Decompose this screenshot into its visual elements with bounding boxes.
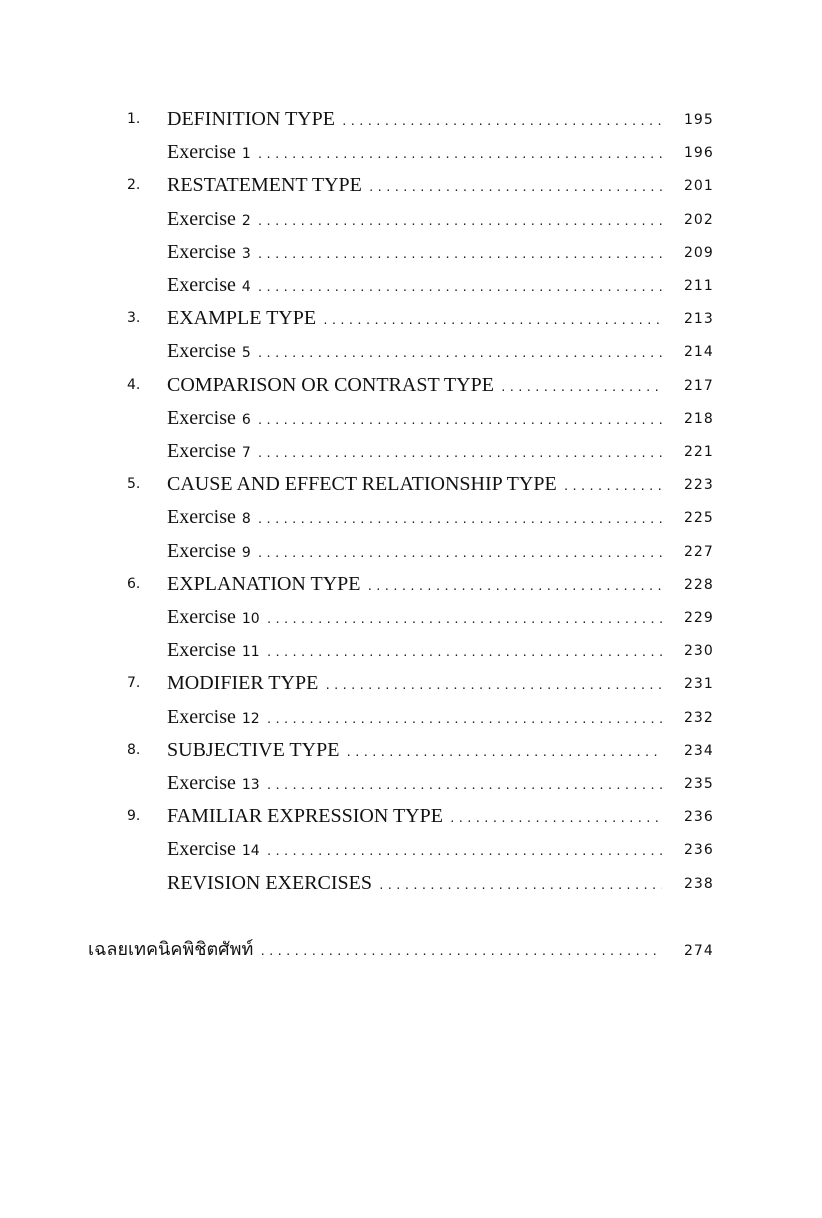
page-number: 217 — [684, 378, 714, 394]
section-entry — [127, 801, 662, 831]
exercise-entry — [167, 502, 662, 532]
exercise-word: Exercise — [167, 772, 236, 794]
exercise-word: Exercise — [167, 208, 236, 230]
exercise-number: 1 — [241, 146, 251, 162]
exercise-word: Exercise — [167, 440, 236, 462]
section-number: 8. — [127, 742, 141, 758]
exercise-entry — [167, 602, 662, 632]
exercise-label — [167, 436, 255, 468]
dot-leader — [257, 240, 662, 270]
section-title: COMPARISON OR CONTRAST TYPE — [167, 374, 494, 396]
exercise-entry — [167, 436, 662, 466]
dot-leader — [322, 306, 662, 336]
page-number: 229 — [684, 610, 714, 626]
exercise-entry — [167, 635, 662, 665]
exercise-number: 8 — [241, 511, 251, 527]
section-entry — [127, 735, 662, 765]
exercise-word: Exercise — [167, 340, 236, 362]
page-number: 223 — [684, 477, 714, 493]
exercise-entry — [167, 403, 662, 433]
page-number: 209 — [684, 245, 714, 261]
dot-leader — [257, 406, 662, 436]
page-number: 202 — [684, 212, 714, 228]
section-entry — [127, 104, 662, 134]
dot-leader — [257, 539, 662, 569]
dot-leader — [257, 140, 662, 170]
exercise-label — [167, 137, 255, 169]
exercise-word: Exercise — [167, 639, 236, 661]
exercise-label — [167, 602, 264, 634]
exercise-number: 11 — [241, 644, 260, 660]
page-number: 235 — [684, 776, 714, 792]
dot-leader — [378, 871, 662, 901]
page-number: 236 — [684, 809, 714, 825]
exercise-label — [167, 502, 255, 534]
exercise-entry — [167, 237, 662, 267]
dot-leader — [259, 937, 662, 967]
section-title: EXAMPLE TYPE — [167, 307, 317, 329]
exercise-label — [167, 536, 255, 568]
dot-leader — [266, 837, 662, 867]
page-number: 225 — [684, 510, 714, 526]
section-entry — [167, 868, 662, 898]
page-number: 231 — [684, 676, 714, 692]
section-entry — [127, 370, 662, 400]
dot-leader — [266, 771, 662, 801]
dot-leader — [257, 505, 662, 535]
dot-leader — [367, 572, 662, 602]
exercise-number: 6 — [241, 412, 251, 428]
section-title: SUBJECTIVE TYPE — [167, 739, 340, 761]
page-number: 213 — [684, 311, 714, 327]
page-number: 227 — [684, 544, 714, 560]
section-title: RESTATEMENT TYPE — [167, 174, 362, 196]
dot-leader — [266, 638, 662, 668]
dot-leader — [257, 439, 662, 469]
exercise-label — [167, 702, 264, 734]
page-number: 238 — [684, 876, 714, 892]
exercise-label — [167, 768, 264, 800]
page-number: 230 — [684, 643, 714, 659]
section-entry — [127, 469, 662, 499]
section-number: 6. — [127, 576, 141, 592]
exercise-number: 5 — [241, 345, 251, 361]
section-number: 1. — [127, 111, 141, 127]
section-title: MODIFIER TYPE — [167, 672, 319, 694]
page-number: 201 — [684, 178, 714, 194]
dot-leader — [257, 207, 662, 237]
exercise-entry — [167, 270, 662, 300]
section-number: 3. — [127, 310, 141, 326]
exercise-word: Exercise — [167, 141, 236, 163]
exercise-word: Exercise — [167, 838, 236, 860]
section-number: 2. — [127, 177, 141, 193]
exercise-label — [167, 270, 255, 302]
section-number: 5. — [127, 476, 141, 492]
exercise-label — [167, 834, 264, 866]
dot-leader — [368, 173, 662, 203]
exercise-word: Exercise — [167, 241, 236, 263]
answer-key-page: 274 — [684, 943, 714, 959]
dot-leader — [266, 605, 662, 635]
section-entry — [127, 569, 662, 599]
exercise-label — [167, 336, 255, 368]
exercise-entry — [167, 768, 662, 798]
dot-leader — [324, 671, 662, 701]
dot-leader — [257, 339, 662, 369]
dot-leader — [345, 738, 662, 768]
exercise-entry — [167, 702, 662, 732]
exercise-entry — [167, 834, 662, 864]
exercise-label — [167, 635, 264, 667]
section-entry — [127, 668, 662, 698]
exercise-label — [167, 237, 255, 269]
page-number: 196 — [684, 145, 714, 161]
exercise-number: 2 — [241, 213, 251, 229]
section-title: DEFINITION TYPE — [167, 108, 335, 130]
dot-leader — [449, 804, 662, 834]
section-number: 7. — [127, 675, 141, 691]
dot-leader — [341, 107, 662, 137]
page-number: 214 — [684, 344, 714, 360]
dot-leader — [266, 705, 662, 735]
exercise-number: 9 — [241, 545, 251, 561]
exercise-word: Exercise — [167, 506, 236, 528]
section-entry — [127, 170, 662, 200]
exercise-word: Exercise — [167, 407, 236, 429]
exercise-entry — [167, 536, 662, 566]
exercise-entry — [167, 137, 662, 167]
page-number: 234 — [684, 743, 714, 759]
page-number: 228 — [684, 577, 714, 593]
exercise-word: Exercise — [167, 606, 236, 628]
section-title: CAUSE AND EFFECT RELATIONSHIP TYPE — [167, 473, 557, 495]
section-title: FAMILIAR EXPRESSION TYPE — [167, 805, 443, 827]
page-number: 236 — [684, 842, 714, 858]
exercise-word: Exercise — [167, 706, 236, 728]
exercise-word: Exercise — [167, 274, 236, 296]
page-number: 211 — [684, 278, 714, 294]
section-title: REVISION EXERCISES — [167, 872, 373, 894]
exercise-number: 4 — [241, 279, 251, 295]
dot-leader — [500, 373, 662, 403]
section-entry — [127, 303, 662, 333]
section-number: 4. — [127, 377, 141, 393]
section-number: 9. — [127, 808, 141, 824]
exercise-number: 14 — [241, 843, 260, 859]
exercise-number: 12 — [241, 711, 260, 727]
page-number: 221 — [684, 444, 714, 460]
dot-leader — [563, 472, 662, 502]
exercise-entry — [167, 204, 662, 234]
answer-key-entry — [88, 935, 662, 965]
exercise-number: 13 — [241, 777, 260, 793]
exercise-label — [167, 403, 255, 435]
exercise-number: 3 — [241, 246, 251, 262]
answer-key-title: เฉลยเทคนิคพิชิตศัพท์ — [88, 939, 254, 960]
dot-leader — [257, 273, 662, 303]
exercise-entry — [167, 336, 662, 366]
exercise-number: 10 — [241, 611, 260, 627]
exercise-number: 7 — [241, 445, 251, 461]
page-number: 232 — [684, 710, 714, 726]
section-title: EXPLANATION TYPE — [167, 573, 361, 595]
page-number: 218 — [684, 411, 714, 427]
page-number: 195 — [684, 112, 714, 128]
exercise-word: Exercise — [167, 540, 236, 562]
exercise-label — [167, 204, 255, 236]
